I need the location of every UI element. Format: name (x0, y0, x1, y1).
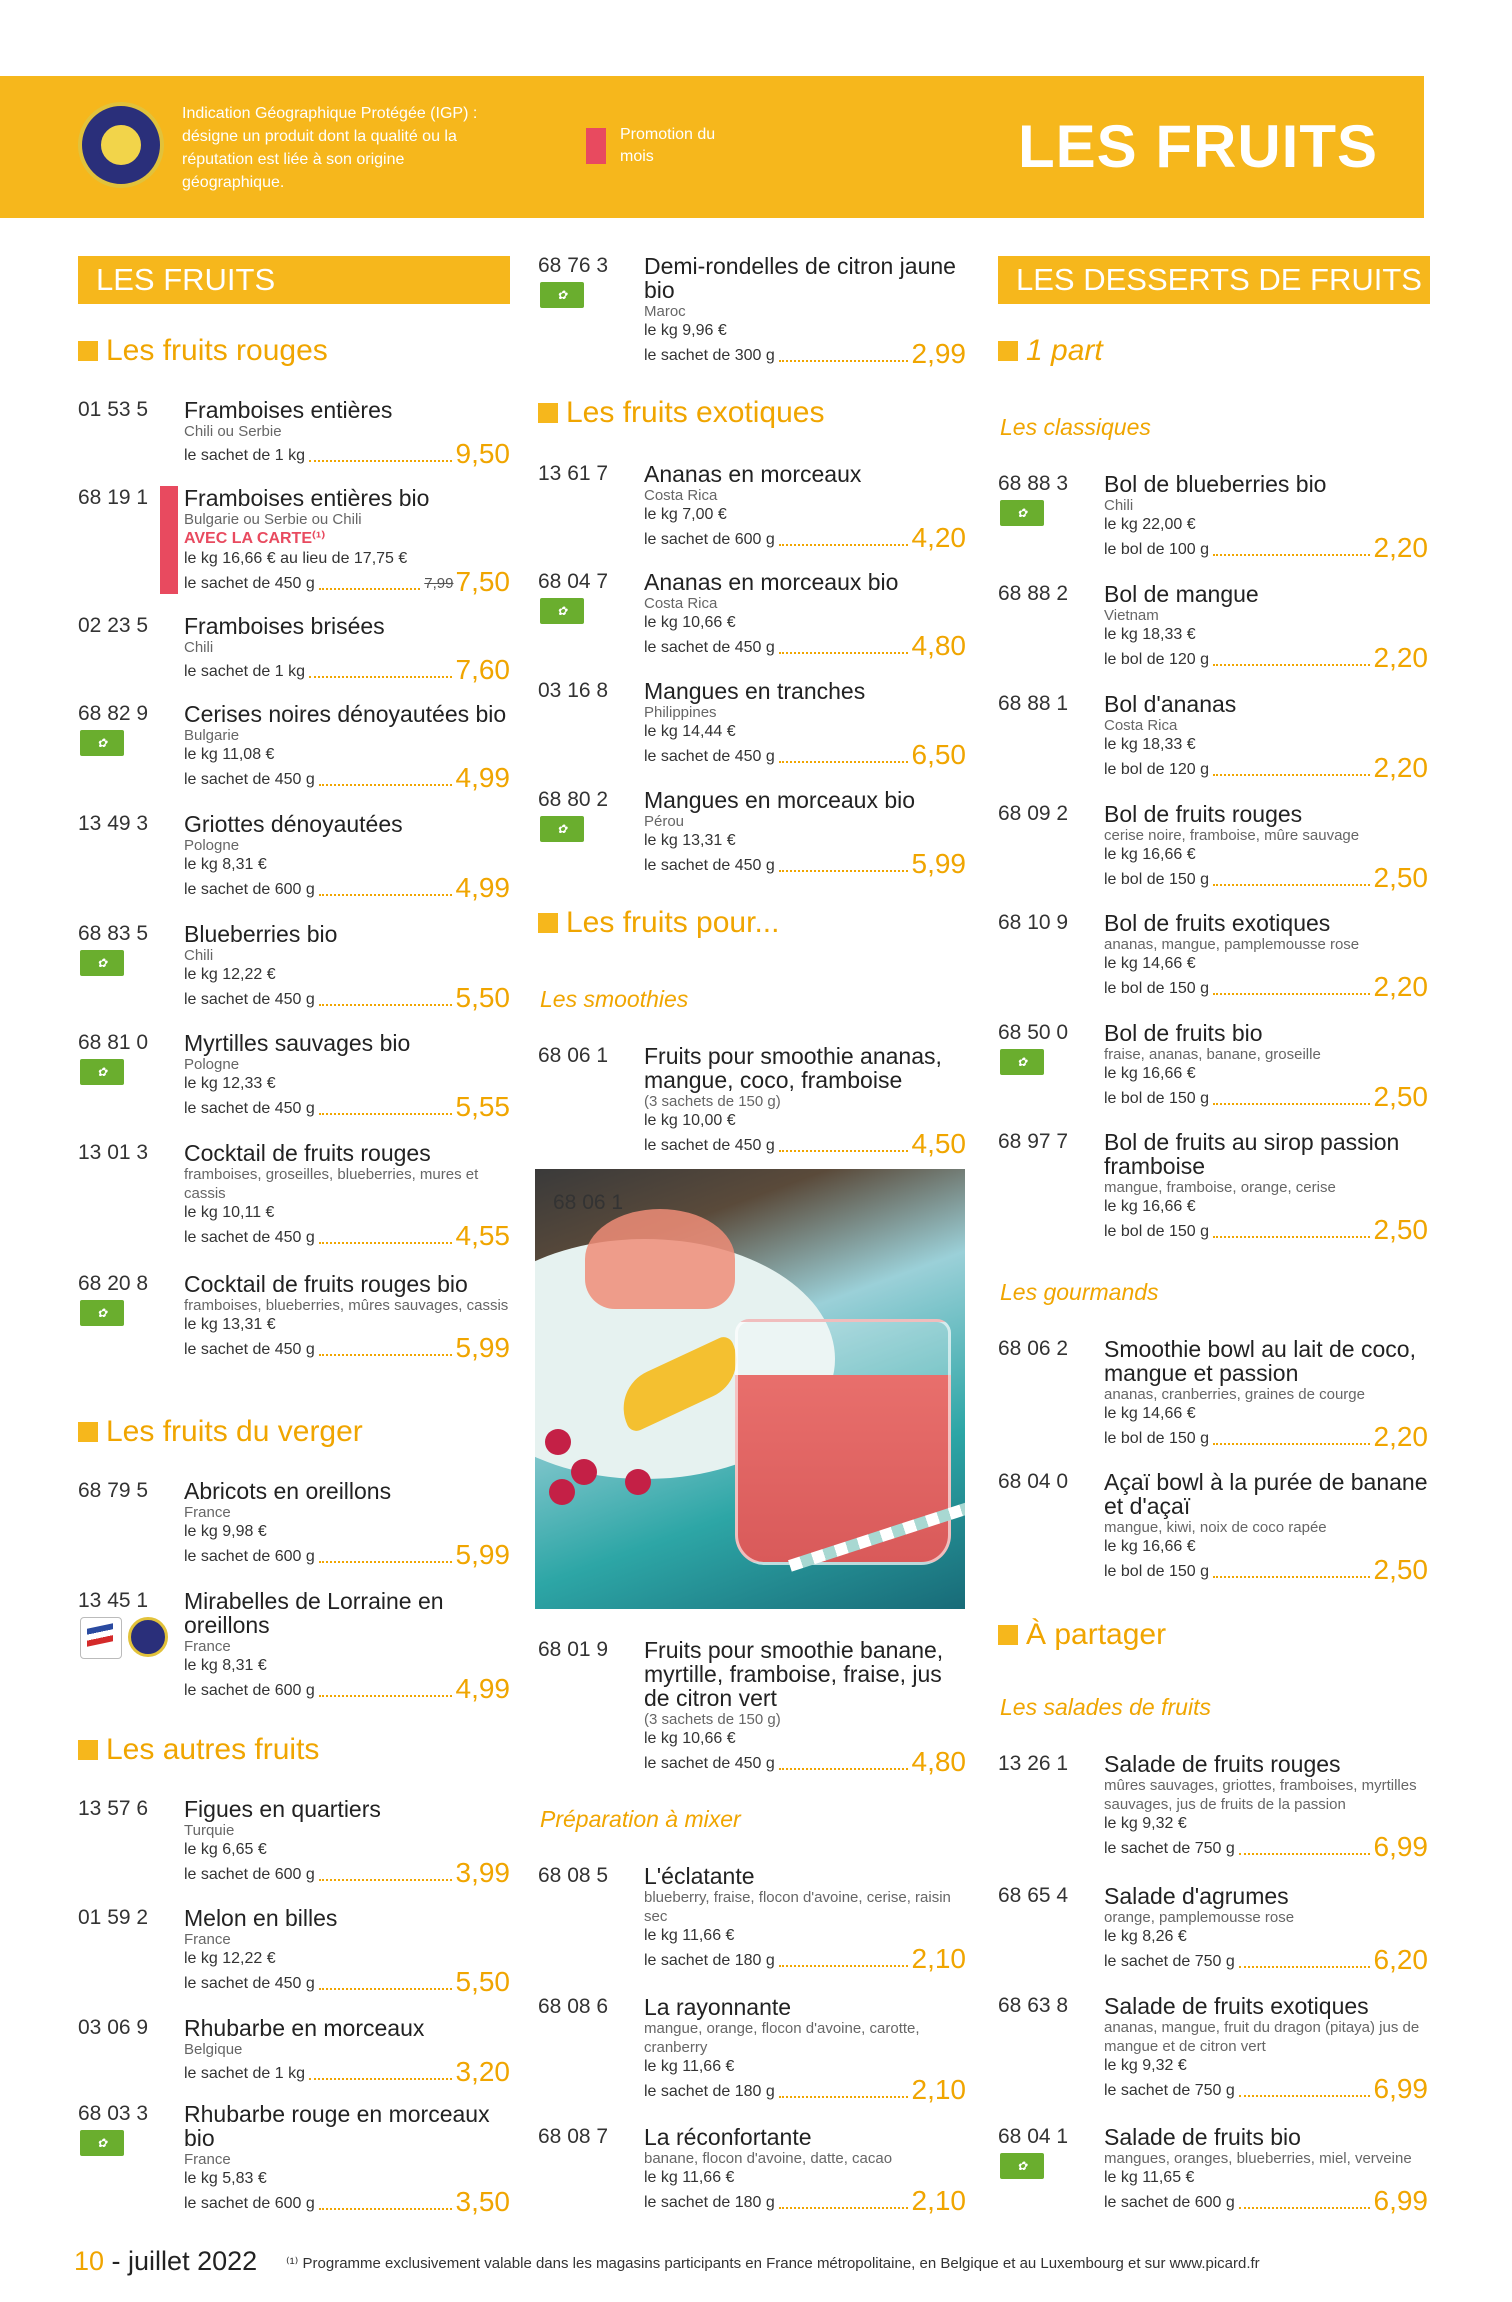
price-per-kg: le kg 12,22 € (184, 1950, 276, 1967)
product-code: 03 16 8 (538, 679, 609, 702)
section-bar-fruits: LES FRUITS (78, 256, 510, 304)
package-size: le sachet de 600 g (184, 1548, 315, 1565)
promo-legend: Promotion du mois (620, 126, 716, 165)
package-size: le sachet de 450 g (184, 1100, 315, 1117)
package-size: le sachet de 450 g (184, 575, 315, 592)
product-price: 5,99 (911, 848, 966, 879)
organic-eu-leaf-icon: ✿ (80, 2130, 124, 2156)
price-per-kg: le kg 11,65 € (1104, 2169, 1195, 2186)
product-price: 5,55 (455, 1091, 510, 1122)
product-code: 68 10 9 (998, 911, 1069, 934)
product-code: 68 65 4 (998, 1884, 1069, 1907)
product-origin: framboises, groseilles, blueberries, mures et cassis (184, 1166, 479, 1202)
product-price: 5,50 (455, 1966, 510, 1997)
package-size: le sachet de 450 g (644, 1755, 775, 1772)
subsection-fruits-exotiques: Les fruits exotiques (538, 396, 824, 430)
product-name: Myrtilles sauvages bio (184, 1030, 411, 1056)
product-origin: orange, pamplemousse rose (1104, 1909, 1295, 1926)
product-name: Cocktail de fruits rouges (184, 1140, 431, 1166)
category-classiques: Les classiques (1000, 414, 1151, 440)
package-size: le sachet de 450 g (644, 639, 775, 656)
subsection-fruits-verger: Les fruits du verger (78, 1415, 363, 1449)
product-code: 68 83 5 (78, 922, 149, 945)
package-size: le bol de 120 g (1104, 761, 1209, 778)
product-origin: Bulgarie ou Serbie ou Chili (184, 511, 362, 528)
product-code: 68 63 8 (998, 1994, 1069, 2017)
product-price: 2,50 (1373, 1554, 1428, 1585)
footnote: ⁽¹⁾ Programme exclusivement valable dans les magasins participants en France métropolitaine, en Belgique et au Luxembourg et sur www.picard.fr (286, 2255, 1260, 2272)
photo-product-code: 68 06 1 (553, 1191, 624, 1214)
category-gourmands: Les gourmands (1000, 1279, 1159, 1305)
product-price: 4,99 (455, 1673, 510, 1704)
page-title: LES FRUITS (1017, 113, 1378, 180)
product-name: Smoothie bowl au lait de coco, mangue et passion (1104, 1336, 1416, 1386)
product-name: Cerises noires dénoyautées bio (184, 701, 507, 727)
product-name: Figues en quartiers (184, 1796, 381, 1822)
price-per-kg: le kg 9,96 € (644, 322, 727, 339)
package-size: le sachet de 450 g (184, 1341, 315, 1358)
price-per-kg: le kg 14,66 € (1104, 955, 1196, 972)
product-code: 68 08 6 (538, 1995, 609, 2018)
product-price: 2,50 (1373, 1081, 1428, 1112)
product-price: 4,20 (911, 522, 966, 553)
package-size: le sachet de 300 g (644, 347, 775, 364)
igp-label-icon (128, 1617, 168, 1657)
product-name: Melon en billes (184, 1905, 338, 1931)
smoothie-photo (535, 1169, 965, 1609)
organic-eu-leaf-icon: ✿ (80, 1300, 124, 1326)
product-origin: France (184, 2151, 231, 2168)
price-per-kg: le kg 6,65 € (184, 1841, 267, 1858)
product-code: 68 97 7 (998, 1130, 1069, 1153)
package-size: le sachet de 450 g (644, 748, 775, 765)
product-price: 6,99 (1373, 2185, 1428, 2216)
product-price: 2,20 (1373, 752, 1428, 783)
package-size: le sachet de 180 g (644, 1952, 775, 1969)
package-size: le bol de 100 g (1104, 541, 1209, 558)
product-price: 7,60 (455, 654, 510, 685)
product-origin: Pérou (644, 813, 685, 830)
package-size: le sachet de 600 g (644, 531, 775, 548)
price-per-kg: le kg 16,66 € (1104, 1538, 1196, 1555)
product-code: 13 49 3 (78, 812, 149, 835)
header-banner (0, 76, 1424, 218)
product-price: 5,99 (455, 1539, 510, 1570)
product-origin: Chili (184, 639, 214, 656)
price-per-kg: le kg 10,66 € (644, 614, 736, 631)
product-origin: (3 sachets de 150 g) (644, 1093, 781, 1110)
price-per-kg: le kg 7,00 € (644, 506, 727, 523)
product-origin: ananas, mangue, pamplemousse rose (1104, 936, 1360, 953)
price-per-kg: le kg 10,00 € (644, 1112, 736, 1129)
product-name: Salade d'agrumes (1104, 1883, 1289, 1909)
product-price: 6,99 (1373, 1831, 1428, 1862)
product-code: 13 57 6 (78, 1797, 149, 1820)
price-per-kg: le kg 16,66 € (1104, 846, 1196, 863)
product-price: 4,99 (455, 872, 510, 903)
product-origin: ananas, cranberries, graines de courge (1104, 1386, 1365, 1403)
price-per-kg: le kg 10,66 € (644, 1730, 736, 1747)
product-name: Framboises entières bio (184, 485, 430, 511)
organic-eu-leaf-icon: ✿ (80, 730, 124, 756)
product-origin: Costa Rica (1104, 717, 1178, 734)
product-origin: banane, flocon d'avoine, datte, cacao (644, 2150, 893, 2167)
product-origin: mangue, kiwi, noix de coco rapée (1104, 1519, 1327, 1536)
product-price: 2,10 (911, 2185, 966, 2216)
organic-eu-leaf-icon: ✿ (1000, 2153, 1044, 2179)
product-price: 5,50 (455, 982, 510, 1013)
product-code: 68 04 7 (538, 570, 609, 593)
product-code: 68 81 0 (78, 1031, 149, 1054)
product-name: Rhubarbe rouge en morceaux bio (184, 2101, 490, 2151)
product-origin: mangues, oranges, blueberries, miel, verveine (1104, 2150, 1412, 2167)
product-code: 68 03 3 (78, 2102, 149, 2125)
product-code: 03 06 9 (78, 2016, 149, 2039)
package-size: le sachet de 600 g (184, 881, 315, 898)
package-size: le sachet de 450 g (184, 1975, 315, 1992)
price-per-kg: le kg 5,83 € (184, 2170, 267, 2187)
product-code: 68 88 2 (998, 582, 1069, 605)
promotion-marker (160, 486, 178, 594)
subsection-1-part: 1 part (998, 334, 1103, 368)
price-per-kg: le kg 16,66 € (1104, 1198, 1196, 1215)
subsection-fruits-rouges: Les fruits rouges (78, 334, 328, 368)
package-size: le bol de 150 g (1104, 1430, 1209, 1447)
organic-eu-leaf-icon: ✿ (1000, 1049, 1044, 1075)
product-origin: cerise noire, framboise, mûre sauvage (1104, 827, 1360, 844)
price-per-kg: le kg 16,66 € au lieu de 17,75 € (184, 550, 408, 567)
price-per-kg: le kg 12,22 € (184, 966, 276, 983)
price-per-kg: le kg 14,66 € (1104, 1405, 1196, 1422)
product-code: 01 59 2 (78, 1906, 149, 1929)
price-per-kg: le kg 16,66 € (1104, 1065, 1196, 1082)
product-price: 9,50 (455, 438, 510, 469)
price-per-kg: le kg 8,26 € (1104, 1928, 1187, 1945)
package-size: le sachet de 450 g (184, 771, 315, 788)
product-origin: Philippines (644, 704, 717, 721)
package-size: le sachet de 750 g (1104, 1840, 1235, 1857)
product-name: Fruits pour smoothie banane, myrtille, framboise, fraise, jus de citron vert (644, 1637, 944, 1711)
product-price: 7,50 (455, 566, 510, 597)
price-per-kg: le kg 9,32 € (1104, 2057, 1187, 2074)
product-code: 68 80 2 (538, 788, 609, 811)
product-origin: mangue, framboise, orange, cerise (1104, 1179, 1336, 1196)
product-code: 68 79 5 (78, 1479, 149, 1502)
organic-eu-leaf-icon: ✿ (540, 816, 584, 842)
package-size: le bol de 150 g (1104, 980, 1209, 997)
product-price: 6,50 (911, 739, 966, 770)
product-price: 3,20 (455, 2056, 510, 2087)
product-origin: fraise, ananas, banane, groseille (1104, 1046, 1321, 1063)
product-name: Açaï bowl à la purée de banane et d'açaï (1104, 1469, 1428, 1519)
product-code: 68 08 5 (538, 1864, 609, 1887)
product-name: Mangues en morceaux bio (644, 787, 916, 813)
package-size: le sachet de 1 kg (184, 663, 305, 680)
product-origin: mûres sauvages, griottes, framboises, myrtilles sauvages, jus de fruits de la passion (1104, 1777, 1417, 1813)
package-size: le sachet de 600 g (1104, 2194, 1235, 2211)
product-price: 4,99 (455, 762, 510, 793)
product-code: 68 06 2 (998, 1337, 1069, 1360)
package-size: le sachet de 450 g (644, 857, 775, 874)
product-name: Rhubarbe en morceaux (184, 2015, 425, 2041)
product-price: 2,99 (911, 338, 966, 369)
product-code: 01 53 5 (78, 398, 149, 421)
product-code: 68 06 1 (538, 1044, 609, 1067)
product-code: 68 19 1 (78, 486, 149, 509)
product-origin: Turquie (184, 1822, 235, 1839)
product-origin: Vietnam (1104, 607, 1159, 624)
product-origin: Costa Rica (644, 487, 718, 504)
product-name: La réconfortante (644, 2124, 812, 2150)
product-origin: Chili (184, 947, 214, 964)
product-code: 68 08 7 (538, 2125, 609, 2148)
product-price: 3,50 (455, 2186, 510, 2217)
product-name: Blueberries bio (184, 921, 338, 947)
product-code: 68 76 3 (538, 254, 609, 277)
price-per-kg: le kg 9,98 € (184, 1523, 267, 1540)
product-origin: Chili (1104, 497, 1134, 514)
subsection-autres-fruits: Les autres fruits (78, 1733, 319, 1767)
product-code: 68 50 0 (998, 1021, 1069, 1044)
label-rouge-icon (80, 1617, 122, 1659)
product-price: 4,50 (911, 1128, 966, 1159)
product-origin: France (184, 1638, 231, 1655)
product-price: 4,80 (911, 1746, 966, 1777)
product-name: L'éclatante (644, 1863, 755, 1889)
price-per-kg: le kg 11,66 € (644, 2058, 735, 2075)
product-price: 5,99 (455, 1332, 510, 1363)
product-price: 2,20 (1373, 642, 1428, 673)
package-size: le sachet de 750 g (1104, 2082, 1235, 2099)
package-size: le sachet de 750 g (1104, 1953, 1235, 1970)
organic-eu-leaf-icon: ✿ (1000, 500, 1044, 526)
product-origin: Maroc (644, 303, 686, 320)
subsection-a-partager: À partager (998, 1618, 1166, 1652)
product-price: 2,20 (1373, 532, 1428, 563)
igp-seal-icon (78, 102, 164, 188)
product-code: 68 82 9 (78, 702, 149, 725)
product-origin: (3 sachets de 150 g) (644, 1711, 781, 1728)
organic-eu-leaf-icon: ✿ (80, 1059, 124, 1085)
product-code: 68 04 1 (998, 2125, 1069, 2148)
product-code: 02 23 5 (78, 614, 149, 637)
category-preparation: Préparation à mixer (540, 1806, 741, 1832)
igp-legend: Indication Géographique Protégée (IGP) : désigne un produit dont la qualité ou la réputation est liée à son origine géographique. (182, 105, 478, 191)
product-code: 13 26 1 (998, 1752, 1069, 1775)
price-per-kg: le kg 13,31 € (644, 832, 736, 849)
product-origin: Bulgarie (184, 727, 240, 744)
price-per-kg: le kg 14,44 € (644, 723, 736, 740)
product-origin: Pologne (184, 1056, 240, 1073)
organic-eu-leaf-icon: ✿ (80, 950, 124, 976)
package-size: le sachet de 1 kg (184, 2065, 305, 2082)
package-size: le bol de 150 g (1104, 871, 1209, 888)
product-code: 68 04 0 (998, 1470, 1069, 1493)
product-name: Framboises entières (184, 397, 393, 423)
product-name: Ananas en morceaux (644, 461, 862, 487)
product-code: 68 09 2 (998, 802, 1069, 825)
product-origin: France (184, 1931, 231, 1948)
product-price: 2,20 (1373, 1421, 1428, 1452)
product-name: Mirabelles de Lorraine en oreillons (184, 1588, 444, 1638)
product-name: Bol de fruits exotiques (1104, 910, 1331, 936)
product-price: 2,20 (1373, 971, 1428, 1002)
product-name: Griottes dénoyautées (184, 811, 403, 837)
section-bar-desserts: LES DESSERTS DE FRUITS (998, 256, 1430, 304)
product-name: Fruits pour smoothie ananas, mangue, coco, framboise (644, 1043, 942, 1093)
product-name: Framboises brisées (184, 613, 385, 639)
price-per-kg: le kg 10,11 € (184, 1204, 275, 1221)
package-size: le sachet de 600 g (184, 1682, 315, 1699)
package-size: le sachet de 180 g (644, 2194, 775, 2211)
price-per-kg: le kg 22,00 € (1104, 516, 1196, 533)
package-size: le sachet de 450 g (184, 991, 315, 1008)
subsection-fruits-pour: Les fruits pour... (538, 906, 779, 940)
package-size: le sachet de 600 g (184, 1866, 315, 1883)
product-name: Salade de fruits exotiques (1104, 1993, 1369, 2019)
package-size: le bol de 150 g (1104, 1563, 1209, 1580)
package-size: le sachet de 450 g (184, 1229, 315, 1246)
product-price: 2,50 (1373, 1214, 1428, 1245)
product-code: 68 88 1 (998, 692, 1069, 715)
product-name: Bol de fruits au sirop passion framboise (1104, 1129, 1400, 1179)
package-size: le sachet de 1 kg (184, 447, 305, 464)
product-price: 6,20 (1373, 1944, 1428, 1975)
product-origin: Belgique (184, 2041, 243, 2058)
product-code: 68 01 9 (538, 1638, 609, 1661)
product-origin: France (184, 1504, 231, 1521)
price-per-kg: le kg 13,31 € (184, 1316, 276, 1333)
product-name: Salade de fruits bio (1104, 2124, 1301, 2150)
price-per-kg: le kg 8,31 € (184, 856, 267, 873)
price-per-kg: le kg 8,31 € (184, 1657, 267, 1674)
product-name: Bol de mangue (1104, 581, 1259, 607)
package-size: le bol de 150 g (1104, 1090, 1209, 1107)
product-price: 3,99 (455, 1857, 510, 1888)
old-price: 7,99 (424, 575, 454, 592)
price-per-kg: le kg 11,66 € (644, 2169, 735, 2186)
category-smoothies: Les smoothies (540, 986, 689, 1012)
member-card-offer: AVEC LA CARTE⁽¹⁾ (184, 530, 326, 547)
product-origin: Costa Rica (644, 595, 718, 612)
product-price: 4,80 (911, 630, 966, 661)
product-origin: ananas, mangue, fruit du dragon (pitaya) jus de mangue et de citron vert (1104, 2019, 1420, 2055)
price-per-kg: le kg 12,33 € (184, 1075, 276, 1092)
product-origin: blueberry, fraise, flocon d'avoine, cerise, raisin sec (644, 1889, 951, 1925)
product-price: 6,99 (1373, 2073, 1428, 2104)
promo-swatch-icon (586, 128, 606, 164)
product-name: Bol d'ananas (1104, 691, 1237, 717)
product-name: Mangues en tranches (644, 678, 866, 704)
page-number: 10 - juillet 2022 (74, 2246, 258, 2276)
product-origin: Pologne (184, 837, 240, 854)
package-size: le sachet de 600 g (184, 2195, 315, 2212)
product-origin: mangue, orange, flocon d'avoine, carotte, cranberry (644, 2020, 920, 2056)
product-code: 13 01 3 (78, 1141, 149, 1164)
price-per-kg: le kg 9,32 € (1104, 1815, 1187, 1832)
product-price: 4,55 (455, 1220, 510, 1251)
product-name: Bol de blueberries bio (1104, 471, 1327, 497)
product-code: 68 20 8 (78, 1272, 149, 1295)
product-price: 2,10 (911, 1943, 966, 1974)
product-price: 2,10 (911, 2074, 966, 2105)
product-origin: framboises, blueberries, mûres sauvages, cassis (184, 1297, 509, 1314)
package-size: le bol de 150 g (1104, 1223, 1209, 1240)
product-name: Bol de fruits bio (1104, 1020, 1263, 1046)
product-name: Demi-rondelles de citron jaune bio (644, 253, 956, 303)
product-name: Ananas en morceaux bio (644, 569, 899, 595)
price-per-kg: le kg 18,33 € (1104, 736, 1196, 753)
price-per-kg: le kg 11,08 € (184, 746, 275, 763)
organic-eu-leaf-icon: ✿ (540, 598, 584, 624)
product-name: Cocktail de fruits rouges bio (184, 1271, 468, 1297)
category-salades: Les salades de fruits (1000, 1694, 1211, 1720)
product-name: La rayonnante (644, 1994, 792, 2020)
organic-eu-leaf-icon: ✿ (540, 282, 584, 308)
package-size: le bol de 120 g (1104, 651, 1209, 668)
product-name: Salade de fruits rouges (1104, 1751, 1341, 1777)
price-per-kg: le kg 18,33 € (1104, 626, 1196, 643)
product-code: 68 88 3 (998, 472, 1069, 495)
price-per-kg: le kg 11,66 € (644, 1927, 735, 1944)
package-size: le sachet de 180 g (644, 2083, 775, 2100)
product-name: Abricots en oreillons (184, 1478, 392, 1504)
product-code: 13 45 1 (78, 1589, 149, 1612)
product-price: 2,50 (1373, 862, 1428, 893)
product-code: 13 61 7 (538, 462, 609, 485)
package-size: le sachet de 450 g (644, 1137, 775, 1154)
product-name: Bol de fruits rouges (1104, 801, 1303, 827)
product-origin: Chili ou Serbie (184, 423, 282, 440)
